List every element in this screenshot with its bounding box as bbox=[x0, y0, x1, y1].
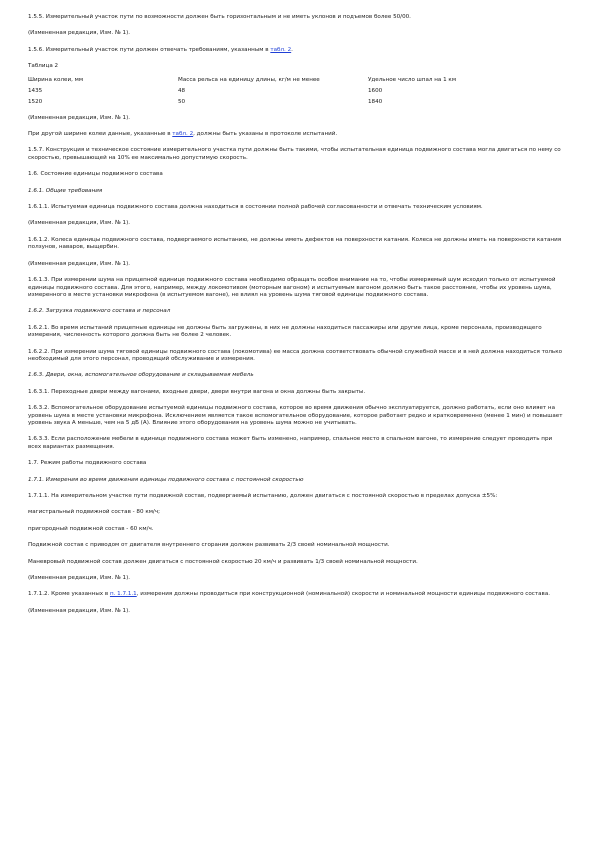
clause-1-6-3-1: 1.6.3.1. Переходные двери между вагонами, входные двери, двери внутри вагона и окна должны быть закрыты. bbox=[28, 388, 366, 395]
revision-note: (Измененная редакция, Изм. № 1). bbox=[28, 114, 131, 121]
clause-1-7-1-2 bbox=[28, 591, 567, 598]
table-row bbox=[28, 86, 548, 97]
table-cell: 1435 bbox=[28, 87, 43, 94]
revision-note: (Измененная редакция, Изм. № 1). bbox=[28, 220, 131, 227]
after-table-end: , должны быть указаны в протоколе испытаний. bbox=[193, 131, 338, 138]
speed-mainline: магистральный подвижной состав - 80 км/ч; bbox=[28, 509, 161, 516]
table-header-cell: Удельное число шпал на 1 км bbox=[368, 76, 457, 83]
revision-note: (Измененная редакция, Изм. № 1). bbox=[28, 30, 131, 37]
table-cell: 1520 bbox=[28, 98, 43, 105]
table-title: Таблица 2 bbox=[28, 63, 59, 70]
table-header-row bbox=[28, 75, 548, 86]
speed-suburban: пригородный подвижной состав - 60 км/ч. bbox=[28, 525, 154, 532]
clause-1-6-1-1: 1.6.1.1. Испытуемая единица подвижного состава должна находиться в состоянии полной рабочей согласованности и отвечать техническим условиям. bbox=[28, 204, 483, 211]
clause-1-7-1-2-text: 1.7.1.2. Кроме указанных в bbox=[28, 591, 110, 598]
table-2-link[interactable]: табл. 2 bbox=[270, 46, 292, 53]
clause-1-5-6-text: 1.5.6. Измерительный участок пути должен отвечать требованиям, указанным в bbox=[28, 46, 271, 53]
clause-1-6-2-1: 1.6.2.1. Во время испытаний прицепные единицы не должны быть загружены, в них не должны находиться пассажиры или другие лица, кроме персонала, производящего измерения, численность которого должна быть не более 2 человек. bbox=[28, 324, 542, 339]
subsection-1-6-3-heading: 1.6.3. Двери, окна, вспомогательное оборудование и складываемая мебель bbox=[28, 372, 254, 379]
subsection-1-7-1-heading: 1.7.1. Измерения во время движения единицы подвижного состава с постоянной скоростью bbox=[28, 476, 304, 483]
clause-1-6-1-3: 1.6.1.3. При измерении шума на прицепной единице подвижного состава необходимо обращать особое внимание на то, чтобы измеряемый шум исходил только от испытуемой единицы подвижного состава. Для этого, например, между локомотивом (моторным вагоном) и испытуемым вагоном должно быть такое расстояние, чтобы их уровень шума, измеренного в месте установки микрофона (в испытуемом вагоне), не влиял на уровень шума тяговой единицы подвижного состава. bbox=[28, 277, 556, 298]
revision-note: (Измененная редакция, Изм. № 1). bbox=[28, 607, 131, 614]
table-cell: 50 bbox=[178, 98, 186, 105]
table-cell: 1600 bbox=[368, 87, 383, 94]
table-header-cell: Масса рельса на единицу длины, кг/м не менее bbox=[178, 76, 320, 83]
subsection-1-6-1-heading: 1.6.1. Общие требования bbox=[28, 187, 103, 194]
after-table-note bbox=[28, 131, 567, 138]
section-1-7-heading: 1.7. Режим работы подвижного состава bbox=[28, 460, 147, 467]
table-cell: 1840 bbox=[368, 98, 383, 105]
clause-1-6-1-2: 1.6.1.2. Колеса единицы подвижного состава, подвергаемого испытанию, не должны иметь дефектов на поверхности катания. Колеса не должны иметь на поверхности катания ползунов, наваров, выщербин. bbox=[28, 236, 562, 251]
clause-1-6-3-2: 1.6.3.2. Вспомогательное оборудование испытуемой единицы подвижного состава, которое во время движения обычно эксплуатируется, должно работать, если оно влияет на уровень шума в месте установки микрофона. Исключением является такое вспомогательное оборудование, которое работает редко и кратковременно (менее 1 мин) и повышает уровень звука А меньше, чем на 5 дБ (А). Влияние этого оборудования на уровень шума можно не учитывать. bbox=[28, 405, 563, 426]
table-cell: 48 bbox=[178, 87, 186, 94]
clause-1-7-1-1-link[interactable]: п. 1.7.1.1 bbox=[109, 591, 137, 598]
table-2-link[interactable]: табл. 2 bbox=[172, 131, 194, 138]
clause-1-7-1-1: 1.7.1.1. На измерительном участке пути подвижной состав, подвергаемый испытанию, должен двигаться с постоянной скоростью в пределах допуска ±5%: bbox=[28, 493, 498, 499]
clause-1-7-1-2-end: , измерения должны проводиться при конструкционной (номинальной) скорости и номинальной мощности единицы подвижного состава. bbox=[136, 591, 551, 598]
subsection-1-6-2-heading: 1.6.2. Загрузка подвижного состава и персонал bbox=[28, 308, 171, 315]
shunting-note: Маневровый подвижной состав должен двигаться с постоянной скоростью 20 км/ч и развивать 1/3 своей номинальной мощности. bbox=[28, 558, 418, 565]
table-header-cell: Ширина колеи, мм bbox=[28, 76, 84, 83]
clause-1-6-2-2: 1.6.2.2. При измерении шума тяговой единицы подвижного состава (локомотива) ее масса должна соответствовать обычной служебной массе и в ней должна находиться только необходимый для этого персонал, проводящий обслуживание и измерения. bbox=[28, 348, 563, 362]
clause-1-6-3-3: 1.6.3.3. Если расположение мебели в единице подвижного состава может быть изменено, например, спальное место в спальном вагоне, то измерение следует проводить при всех вариантах размещения. bbox=[28, 436, 553, 450]
clause-1-5-6 bbox=[28, 47, 567, 54]
table-2 bbox=[28, 75, 548, 108]
table-row bbox=[28, 97, 548, 108]
revision-note: (Измененная редакция, Изм. № 1). bbox=[28, 575, 131, 582]
clause-1-5-6-end: . bbox=[291, 46, 293, 53]
clause-1-5-7: 1.5.7. Конструкция и техническое состояние измерительного участка пути должны быть такими, чтобы испытательная единица подвижного состава могла двигаться по нему со скоростью, превышающей на 10% ее максимально допустимую скорость. bbox=[28, 147, 561, 161]
after-table-text: При другой ширине колеи данные, указанные в bbox=[28, 131, 173, 138]
combustion-engine-note: Подвижной состав с приводом от двигателя внутреннего сгорания должен развивать 2/3 своей номинальной мощности. bbox=[28, 542, 390, 549]
revision-note: (Измененная редакция, Изм. № 1). bbox=[28, 260, 131, 267]
clause-1-5-5: 1.5.5. Измерительный участок пути по возможности должен быть горизонтальным и не иметь уклонов и подъемов более 50/00. bbox=[28, 14, 411, 20]
section-1-6-heading: 1.6. Состояние единицы подвижного состава bbox=[28, 171, 163, 178]
